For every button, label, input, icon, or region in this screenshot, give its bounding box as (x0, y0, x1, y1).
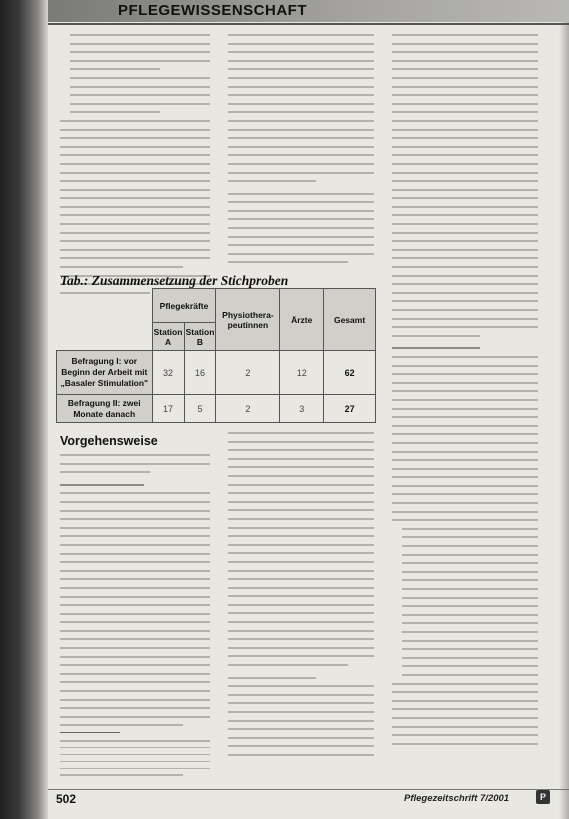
page-number: 502 (56, 792, 77, 806)
cell-value: 12 (280, 351, 324, 395)
cell-value: 3 (280, 395, 324, 423)
sample-composition-table (56, 288, 376, 423)
footnote-rule (60, 732, 120, 733)
cell-value: 2 (216, 395, 280, 423)
table-row (57, 395, 376, 423)
section-heading-vorgehensweise: Vorgehensweise (60, 434, 158, 448)
column-2-upper-text (228, 34, 374, 270)
cell-value: 2 (216, 351, 280, 395)
header-rule (48, 23, 569, 25)
section-header-title: PFLEGEWISSENSCHAFT (118, 2, 308, 19)
cell-value: 16 (184, 351, 216, 395)
cell-value: 32 (152, 351, 184, 395)
column-1-upper-text (60, 34, 210, 300)
column-2-lower-text (228, 432, 374, 763)
col-header-pflegekraefte: Pflegekräfte (152, 289, 216, 323)
cell-total: 27 (324, 395, 376, 423)
col-header-aerzte: Ärzte (280, 289, 324, 351)
footer-rule (48, 789, 569, 790)
cell-total: 62 (324, 351, 376, 395)
table-title: Tab.: Zusammensetzung der Stichproben (60, 273, 289, 288)
footnote (60, 740, 210, 781)
row-label-befragung-1: Befragung I: vor Beginn der Arbeit mit „Basaler Stimulation" (57, 351, 153, 395)
subcol-station-b: Station B (184, 323, 216, 351)
cell-value: 5 (184, 395, 216, 423)
column-3-text (392, 34, 538, 751)
subcol-station-a: Station A (152, 323, 184, 351)
row-label-befragung-2: Befragung II: zwei Monate danach (57, 395, 153, 423)
journal-issue: Pflegezeitschrift 7/2001 (404, 793, 510, 804)
cell-value: 17 (152, 395, 184, 423)
page-edge-shadow (559, 0, 569, 819)
journal-logo-icon: P (536, 790, 550, 804)
col-header-physiotherapeuten: Physiothera-peutinnen (216, 289, 280, 351)
table-row (57, 351, 376, 395)
book-binding-shadow (0, 0, 48, 819)
column-1-lower-text (60, 432, 210, 733)
col-header-gesamt: Gesamt (324, 289, 376, 351)
